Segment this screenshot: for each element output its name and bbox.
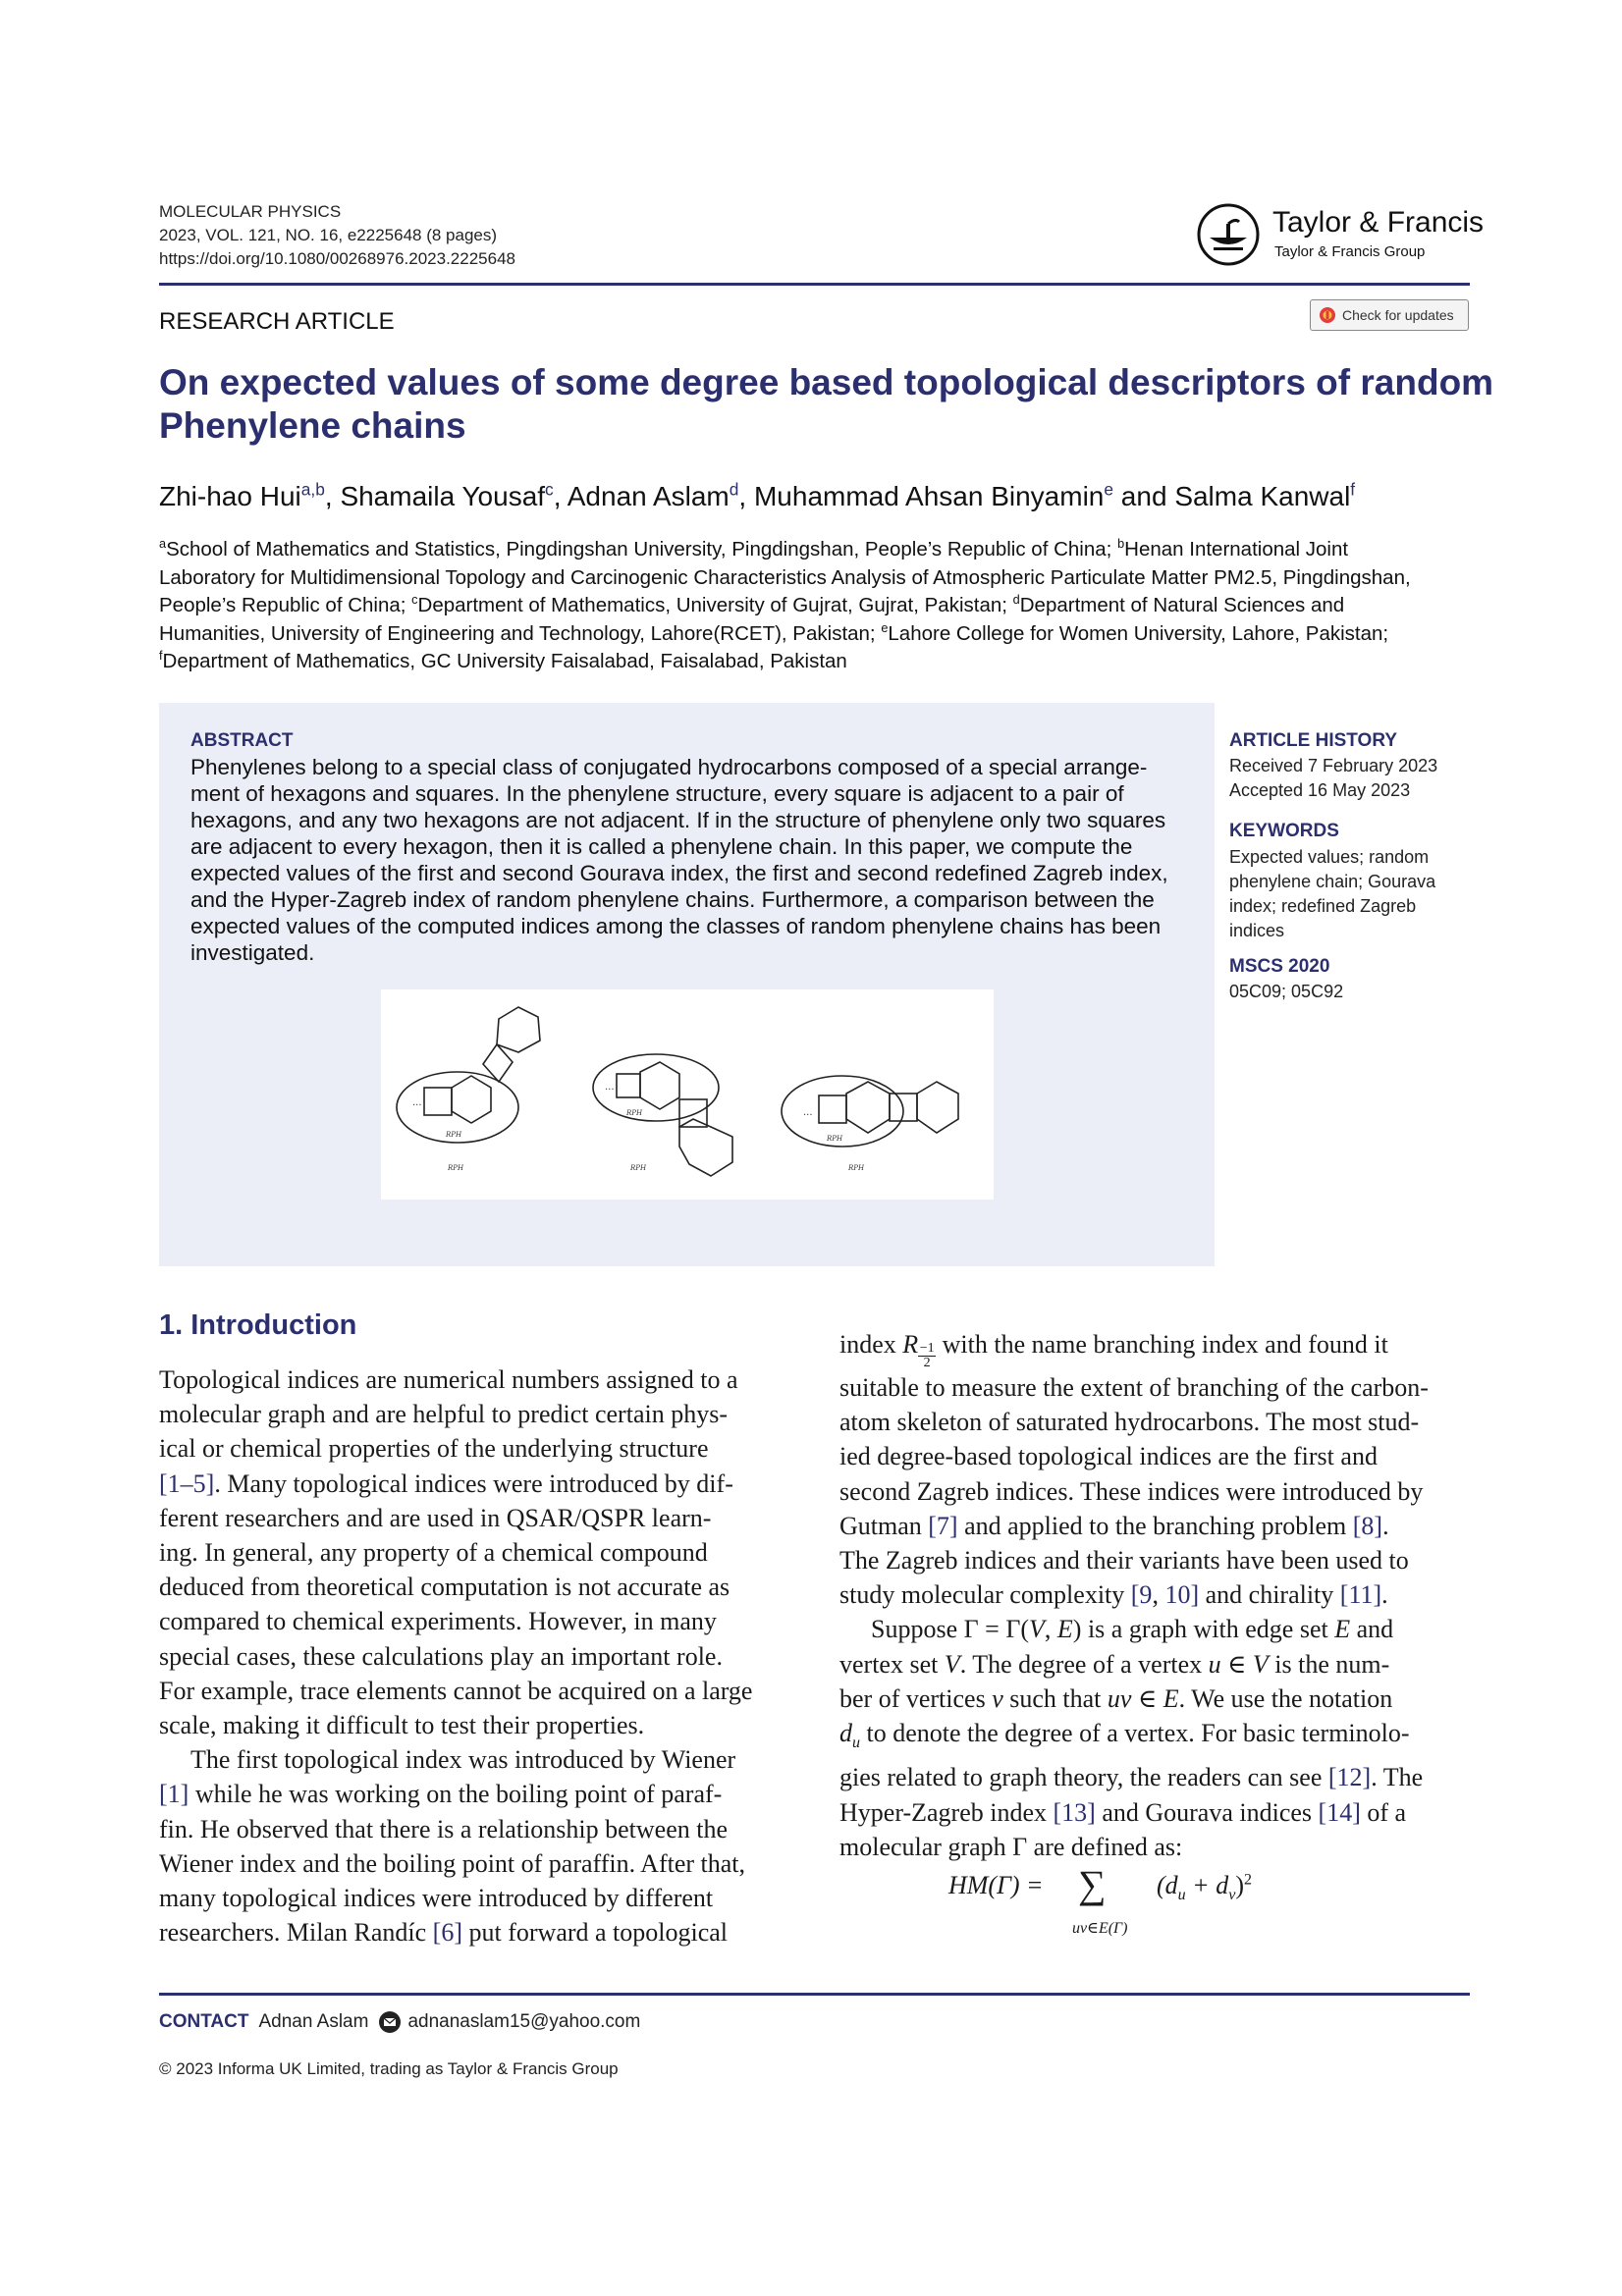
keywords-list [1229, 845, 1435, 943]
body-line: fin. He observed that there is a relationship between the [159, 1814, 729, 1843]
eq-term: + d [1185, 1871, 1229, 1899]
affiliation-line [159, 648, 1475, 676]
body-text: and Gourava indices [1095, 1797, 1319, 1827]
body-line: second Zagreb indices. These indices were introduced by [839, 1476, 1424, 1506]
author-name: Shamaila Yousaf [340, 481, 546, 511]
body-text: . The degree of a vertex [959, 1649, 1209, 1679]
math-symbol: E [1162, 1683, 1179, 1713]
fig-inner-label: RPH [827, 1135, 843, 1143]
body-text: . [1381, 1580, 1388, 1610]
publisher-name: Taylor & Francis [1272, 206, 1485, 239]
affil-sup: d [1012, 592, 1020, 608]
body-line: Wiener index and the boiling point of paraffin. After that, [159, 1848, 746, 1878]
body-line [839, 1327, 1472, 1370]
mscs-codes: 05C09; 05C92 [1229, 982, 1344, 1001]
body-line: molecular graph and are helpful to predict certain phys- [159, 1400, 728, 1429]
author-sep: , [553, 481, 568, 511]
body-line: molecular graph Γ are defined as: [839, 1832, 1183, 1861]
journal-name: MOLECULAR PHYSICS [159, 202, 342, 221]
fig-dots: ... [412, 1097, 422, 1108]
author-name: Zhi-hao Hui [159, 481, 301, 511]
math-den: 2 [923, 1356, 931, 1370]
citation-link[interactable]: [14] [1318, 1797, 1361, 1827]
eq-lhs: HM(Γ) = [948, 1871, 1044, 1899]
graphical-abstract-figure [381, 989, 994, 1200]
math-fraction [918, 1342, 936, 1370]
body-line [839, 1577, 1472, 1612]
body-text: Hyper-Zagreb index [839, 1797, 1054, 1827]
body-text: is the num- [1268, 1649, 1390, 1679]
body-text: study molecular complexity [839, 1580, 1131, 1610]
eq-sup: 2 [1244, 1871, 1252, 1889]
body-text: such that [1002, 1683, 1108, 1713]
affiliation-line [159, 620, 1475, 649]
copyright: © 2023 Informa UK Limited, trading as Taylor & Francis Group [159, 2059, 619, 2078]
section-number: 1. [159, 1309, 184, 1341]
body-text: ber of vertices [839, 1683, 993, 1713]
abstract-line: expected values of the computed indices among the classes of random phenylene chains has been [190, 914, 1162, 938]
math-symbol: E [1056, 1615, 1073, 1644]
section-title: Introduction [190, 1309, 357, 1341]
author-affil-sup[interactable]: d [729, 479, 739, 500]
fig-dots: ... [605, 1082, 615, 1093]
body-line: atom skeleton of saturated hydrocarbons. The most stud- [839, 1408, 1420, 1437]
author-name: Muhammad Ahsan Binyamin [753, 481, 1105, 511]
math-symbol: u [1208, 1649, 1221, 1679]
body-text: to denote the degree of a vertex. For basic terminolo- [860, 1719, 1410, 1748]
body-text: vertex set [839, 1649, 945, 1679]
section-heading [159, 1309, 356, 1342]
body-text: ∈ [1220, 1649, 1253, 1679]
author-list [159, 481, 1355, 512]
math-symbol: v [992, 1683, 1003, 1713]
body-text: and chirality [1199, 1580, 1340, 1610]
affil-text: Lahore College for Women University, Lahore, Pakistan; [888, 621, 1389, 645]
article-title-line-1: On expected values of some degree based topological descriptors of random [159, 362, 1494, 402]
email-icon [378, 2010, 402, 2034]
publisher-logo-icon [1196, 202, 1261, 267]
accepted-date: Accepted 16 May 2023 [1229, 780, 1411, 800]
author-affil-sup[interactable]: e [1104, 479, 1114, 500]
eq-term: (d [1157, 1871, 1178, 1899]
footer-rule [159, 1993, 1470, 1996]
citation-link[interactable]: [1] [159, 1780, 189, 1809]
eq-sum-subscript: uv∈E(Γ) [1072, 1920, 1128, 1937]
body-line [839, 1760, 1472, 1794]
eq-sub: u [1177, 1887, 1186, 1904]
body-line [159, 1915, 791, 1949]
eq-sub: v [1228, 1887, 1236, 1904]
author-name: Adnan Aslam [567, 481, 730, 511]
author-name: Salma Kanwal [1174, 481, 1351, 511]
body-line: scale, making it difficult to test their properties. [159, 1711, 645, 1740]
doi-link[interactable]: https://doi.org/10.1080/00268976.2023.2225648 [159, 249, 515, 268]
intro-left-column [159, 1362, 791, 1949]
affil-text: Department of Mathematics, GC University Faisalabad, Faisalabad, Pakistan [162, 650, 847, 672]
affil-sup: f [159, 648, 163, 664]
contact-label: CONTACT [159, 2011, 249, 2032]
body-text: of a [1360, 1797, 1407, 1827]
keyword-line: index; redefined Zagreb [1229, 896, 1417, 916]
contact-line [159, 2010, 640, 2034]
body-text: index [839, 1330, 903, 1359]
body-text: . The [1371, 1763, 1424, 1792]
publisher-group: Taylor & Francis Group [1274, 243, 1426, 260]
body-line: many topological indices were introduced by different [159, 1884, 714, 1913]
body-line: For example, trace elements cannot be acquired on a large [159, 1676, 753, 1705]
equation-hyper-zagreb [948, 1871, 1044, 1900]
body-text: and applied to the branching problem [957, 1511, 1353, 1540]
author-affil-sup[interactable]: c [545, 479, 554, 500]
body-line: ied degree-based topological indices are the first and [839, 1442, 1378, 1471]
body-text: ∈ [1131, 1683, 1163, 1713]
header-rule [159, 283, 1470, 286]
fig-caption: RPH [848, 1164, 865, 1172]
citation-link[interactable]: [1–5] [159, 1468, 215, 1498]
check-updates-button[interactable] [1310, 299, 1469, 331]
affiliation-line [159, 536, 1475, 564]
body-text: Suppose Γ = Γ( [871, 1615, 1030, 1644]
body-line [839, 1612, 1472, 1646]
affil-text: People’s Republic of China; [159, 594, 412, 616]
keyword-line: Expected values; random [1229, 847, 1430, 867]
math-subscript: u [852, 1735, 860, 1752]
math-num: −1 [919, 1341, 935, 1356]
fig-inner-label: RPH [446, 1131, 462, 1139]
body-line: ing. In general, any property of a chemical compound [159, 1538, 708, 1568]
body-line: compared to chemical experiments. However, in many [159, 1607, 717, 1636]
contact-name: Adnan Aslam [258, 2011, 369, 2032]
keyword-line: phenylene chain; Gourava [1229, 872, 1436, 891]
contact-email-link[interactable]: adnanaslam15@yahoo.com [407, 2011, 641, 2032]
citation-link[interactable]: [11] [1339, 1580, 1382, 1610]
citation-link[interactable]: 10] [1164, 1580, 1200, 1610]
fig-caption: RPH [630, 1164, 647, 1172]
affil-text: Humanities, University of Engineering and Technology, Lahore(RCET), Pakistan; [159, 621, 882, 645]
body-line: suitable to measure the extent of branching of the carbon- [839, 1373, 1429, 1402]
author-sep: and [1113, 481, 1175, 511]
body-text: . [1382, 1511, 1389, 1540]
affil-text: Henan International Joint [1124, 538, 1349, 561]
keywords-heading: KEYWORDS [1229, 821, 1339, 841]
fig-dots: ... [803, 1107, 813, 1118]
math-symbol: E [1334, 1615, 1351, 1644]
body-text: . We use the notation [1178, 1683, 1393, 1713]
check-updates-icon [1319, 306, 1336, 324]
body-text: researchers. Milan Randíc [159, 1918, 433, 1948]
body-line: special cases, these calculations play an important role. [159, 1641, 723, 1671]
citation-link[interactable]: [13] [1053, 1797, 1096, 1827]
author-affil-sup[interactable]: a,b [300, 479, 325, 500]
fig-inner-label: RPH [626, 1109, 643, 1117]
eq-sum-symbol: ∑ [1078, 1862, 1107, 1906]
body-line [159, 1777, 791, 1811]
math-symbol: V [1252, 1649, 1269, 1679]
abstract-line: ment of hexagons and squares. In the phenylene structure, every square is adjacent to a pair of [190, 781, 1124, 806]
affiliation-line [159, 592, 1475, 620]
affiliations [159, 536, 1475, 676]
math-symbol: uv [1107, 1683, 1132, 1713]
body-line: deduced from theoretical computation is not accurate as [159, 1573, 730, 1602]
body-text: while he was working on the boiling point of paraf- [189, 1780, 723, 1809]
affil-sup: e [881, 619, 889, 635]
eq-term: ) [1235, 1871, 1244, 1899]
abstract-line: expected values of the first and second Gourava index, the first and second redefined Zagreb index, [190, 861, 1168, 885]
affiliation-line: Laboratory for Multidimensional Topology and Carcinogenic Characteristics Analysis of Atmospheric Particulate Matter PM2.5, Pingdingshan, [159, 565, 1411, 589]
abstract-line: and the Hyper-Zagreb index of random phenylene chains. Furthermore, a comparison between the [190, 887, 1155, 912]
body-line [159, 1467, 791, 1501]
body-text: and [1350, 1615, 1394, 1644]
author-sep: , [324, 481, 341, 511]
body-line [839, 1647, 1472, 1682]
affil-text: School of Mathematics and Statistics, Pingdingshan University, Pingdingshan, People’s Republic of China; [166, 538, 1118, 561]
body-text: , [1152, 1580, 1165, 1610]
math-symbol: R [902, 1330, 919, 1359]
body-line: The first topological index was introduced by Wiener [190, 1745, 736, 1775]
article-history-heading: ARTICLE HISTORY [1229, 730, 1398, 751]
body-text: , [1044, 1615, 1057, 1644]
citation-link[interactable]: [12] [1327, 1763, 1372, 1792]
intro-right-column [839, 1327, 1472, 1864]
body-line [839, 1716, 1472, 1760]
affil-text: Department of Mathematics, University of Gujrat, Gujrat, Pakistan; [417, 594, 1013, 616]
affil-sup: b [1117, 536, 1125, 552]
abstract-heading: ABSTRACT [190, 730, 294, 751]
body-line [839, 1682, 1472, 1716]
abstract-text [190, 754, 1182, 966]
body-text: gies related to graph theory, the readers can see [839, 1763, 1328, 1792]
abstract-line: Phenylenes belong to a special class of conjugated hydrocarbons composed of a special arrange- [190, 755, 1148, 779]
check-updates-label: Check for updates [1342, 307, 1454, 323]
eq-rhs [1157, 1871, 1252, 1904]
math-symbol: V [1029, 1615, 1045, 1644]
citation-link[interactable]: [7] [928, 1511, 958, 1540]
abstract-line: investigated. [190, 940, 315, 965]
fig-caption: RPH [448, 1164, 464, 1172]
body-line: The Zagreb indices and their variants have been used to [839, 1546, 1409, 1575]
citation-link[interactable]: [6] [432, 1918, 462, 1948]
body-text: ) is a graph with edge set [1072, 1615, 1335, 1644]
affil-sup: c [411, 592, 418, 608]
body-line: ical or chemical properties of the underlying structure [159, 1434, 709, 1464]
author-sep: , [738, 481, 754, 511]
body-line: ferent researchers and are used in QSAR/QSPR learn- [159, 1503, 712, 1532]
math-symbol: d [839, 1719, 852, 1748]
article-title-line-2: Phenylene chains [159, 405, 466, 446]
affil-sup: a [159, 536, 167, 552]
affil-text: Department of Natural Sciences and [1019, 594, 1345, 616]
math-symbol: V [944, 1649, 960, 1679]
abstract-line: hexagons, and any two hexagons are not adjacent. If in the structure of phenylene only two squares [190, 808, 1166, 832]
body-line: Topological indices are numerical numbers assigned to a [159, 1365, 738, 1394]
keyword-line: indices [1229, 921, 1285, 940]
body-line [839, 1795, 1472, 1830]
article-type: RESEARCH ARTICLE [159, 308, 395, 335]
body-text: . Many topological indices were introduced by dif- [214, 1468, 733, 1498]
body-text: with the name branching index and found it [936, 1330, 1388, 1359]
mscs-heading: MSCS 2020 [1229, 956, 1330, 977]
body-line [839, 1509, 1472, 1543]
citation-link[interactable]: [8] [1352, 1511, 1383, 1540]
citation-link[interactable]: [9 [1130, 1580, 1153, 1610]
received-date: Received 7 February 2023 [1229, 756, 1438, 775]
journal-volume: 2023, VOL. 121, NO. 16, e2225648 (8 pages) [159, 226, 498, 244]
author-affil-sup[interactable]: f [1350, 479, 1356, 500]
abstract-line: are adjacent to every hexagon, then it is called a phenylene chain. In this paper, we compute the [190, 834, 1133, 859]
body-text: put forward a topological [462, 1918, 729, 1948]
body-text: Gutman [839, 1511, 929, 1540]
